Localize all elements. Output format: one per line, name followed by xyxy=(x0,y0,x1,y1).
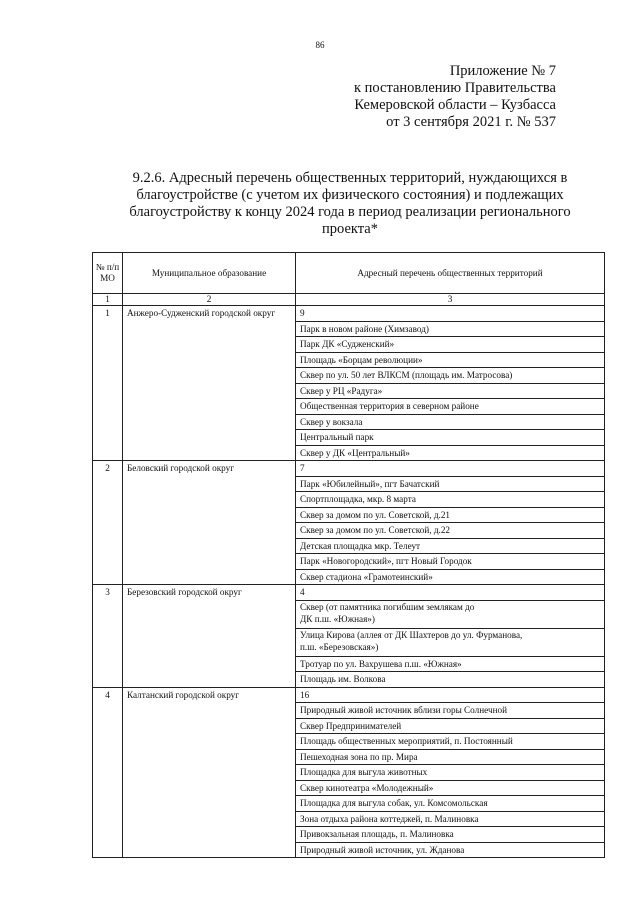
territory-address: Центральный парк xyxy=(296,430,605,446)
territory-address: Сквер стадиона «Грамотеинский» xyxy=(296,569,605,585)
appendix-block xyxy=(354,63,556,131)
territory-address: Сквер у ДК «Центральный» xyxy=(296,445,605,461)
document-heading: 9.2.6. Адресный перечень общественных территорий, нуждающихся в благоустройстве (с учетом их физического состояния) и подлежащих благоустройству к концу 2024 года в период реализации регионального проекта* xyxy=(129,170,571,237)
territory-address: Привокзальная площадь, п. Малиновка xyxy=(296,827,605,843)
address-line: ДК п.ш. «Южная») xyxy=(300,613,375,624)
table-row xyxy=(93,306,605,322)
column-number: 3 xyxy=(296,294,605,306)
territory-address: Площадь общественных мероприятий, п. Постоянный xyxy=(296,734,605,750)
territory-address: Сквер у вокзала xyxy=(296,414,605,430)
header-addresses: Адресный перечень общественных территорий xyxy=(296,253,605,294)
territory-address: Природный живой источник, ул. Жданова xyxy=(296,842,605,858)
header-index: № п/п МО xyxy=(93,253,123,294)
column-number: 1 xyxy=(93,294,123,306)
territory-address: Площадь им. Волкова xyxy=(296,672,605,688)
municipality-name: Беловский городской округ xyxy=(123,461,296,585)
territory-address: Сквер Предпринимателей xyxy=(296,718,605,734)
column-number: 2 xyxy=(123,294,296,306)
territory-address: Площадка для выгула собак, ул. Комсомольская xyxy=(296,796,605,812)
territory-address: Парк в новом районе (Химзавод) xyxy=(296,321,605,337)
address-line: Сквер (от памятника погибшим землякам до xyxy=(300,601,475,612)
territory-count: 9 xyxy=(296,306,605,322)
table-row xyxy=(93,687,605,703)
municipality-name: Березовский городской округ xyxy=(123,585,296,688)
territory-address: Парк «Юбилейный», пгт Бачатский xyxy=(296,476,605,492)
row-index: 3 xyxy=(93,585,123,688)
row-index: 4 xyxy=(93,687,123,858)
territory-address: Детская площадка мкр. Телеут xyxy=(296,538,605,554)
territory-address: Природный живой источник вблизи горы Солнечной xyxy=(296,703,605,719)
page-number: 86 xyxy=(315,40,325,50)
territory-address: Пешеходная зона по пр. Мира xyxy=(296,749,605,765)
column-number-row xyxy=(93,294,605,306)
territory-address: Парк «Новогородский», пгт Новый Городок xyxy=(296,554,605,570)
municipality-name: Анжеро-Судженский городской округ xyxy=(123,306,296,461)
territory-address: Тротуар по ул. Вахрушева п.ш. «Южная» xyxy=(296,656,605,672)
appendix-line: Приложение № 7 xyxy=(449,63,556,79)
territory-address: Общественная территория в северном районе xyxy=(296,399,605,415)
territory-address: Площадь «Борцам революции» xyxy=(296,352,605,368)
territory-address: Сквер кинотеатра «Молодежный» xyxy=(296,780,605,796)
territory-count: 7 xyxy=(296,461,605,477)
header-municipality: Муниципальное образование xyxy=(123,253,296,294)
territory-count: 4 xyxy=(296,585,605,601)
territory-address: Сквер по ул. 50 лет ВЛКСМ (площадь им. Матросова) xyxy=(296,368,605,384)
territory-address xyxy=(296,628,605,656)
territory-address: Площадка для выгула животных xyxy=(296,765,605,781)
territory-address: Сквер за домом по ул. Советской, д.21 xyxy=(296,507,605,523)
address-line: Улица Кирова (аллея от ДК Шахтеров до ул. Фурманова, xyxy=(300,629,523,640)
appendix-line: к постановлению Правительства xyxy=(354,80,556,96)
territory-address: Парк ДК «Судженский» xyxy=(296,337,605,353)
appendix-line: Кемеровской области – Кузбасса xyxy=(354,97,556,113)
row-index: 2 xyxy=(93,461,123,585)
table-header-row xyxy=(93,253,605,294)
municipality-name: Калтанский городской округ xyxy=(123,687,296,858)
table-body xyxy=(93,306,605,858)
territory-address: Спортплощадка, мкр. 8 марта xyxy=(296,492,605,508)
address-line: п.ш. «Березовская») xyxy=(300,641,379,652)
territory-address: Зона отдыха района коттеджей, п. Малиновка xyxy=(296,811,605,827)
table-row xyxy=(93,585,605,601)
territory-count: 16 xyxy=(296,687,605,703)
row-index: 1 xyxy=(93,306,123,461)
appendix-line: от 3 сентября 2021 г. № 537 xyxy=(386,114,556,130)
table-row xyxy=(93,461,605,477)
territory-address: Сквер у РЦ «Радуга» xyxy=(296,383,605,399)
territory-address: Сквер за домом по ул. Советской, д.22 xyxy=(296,523,605,539)
territory-address xyxy=(296,600,605,628)
territories-table xyxy=(92,252,605,858)
